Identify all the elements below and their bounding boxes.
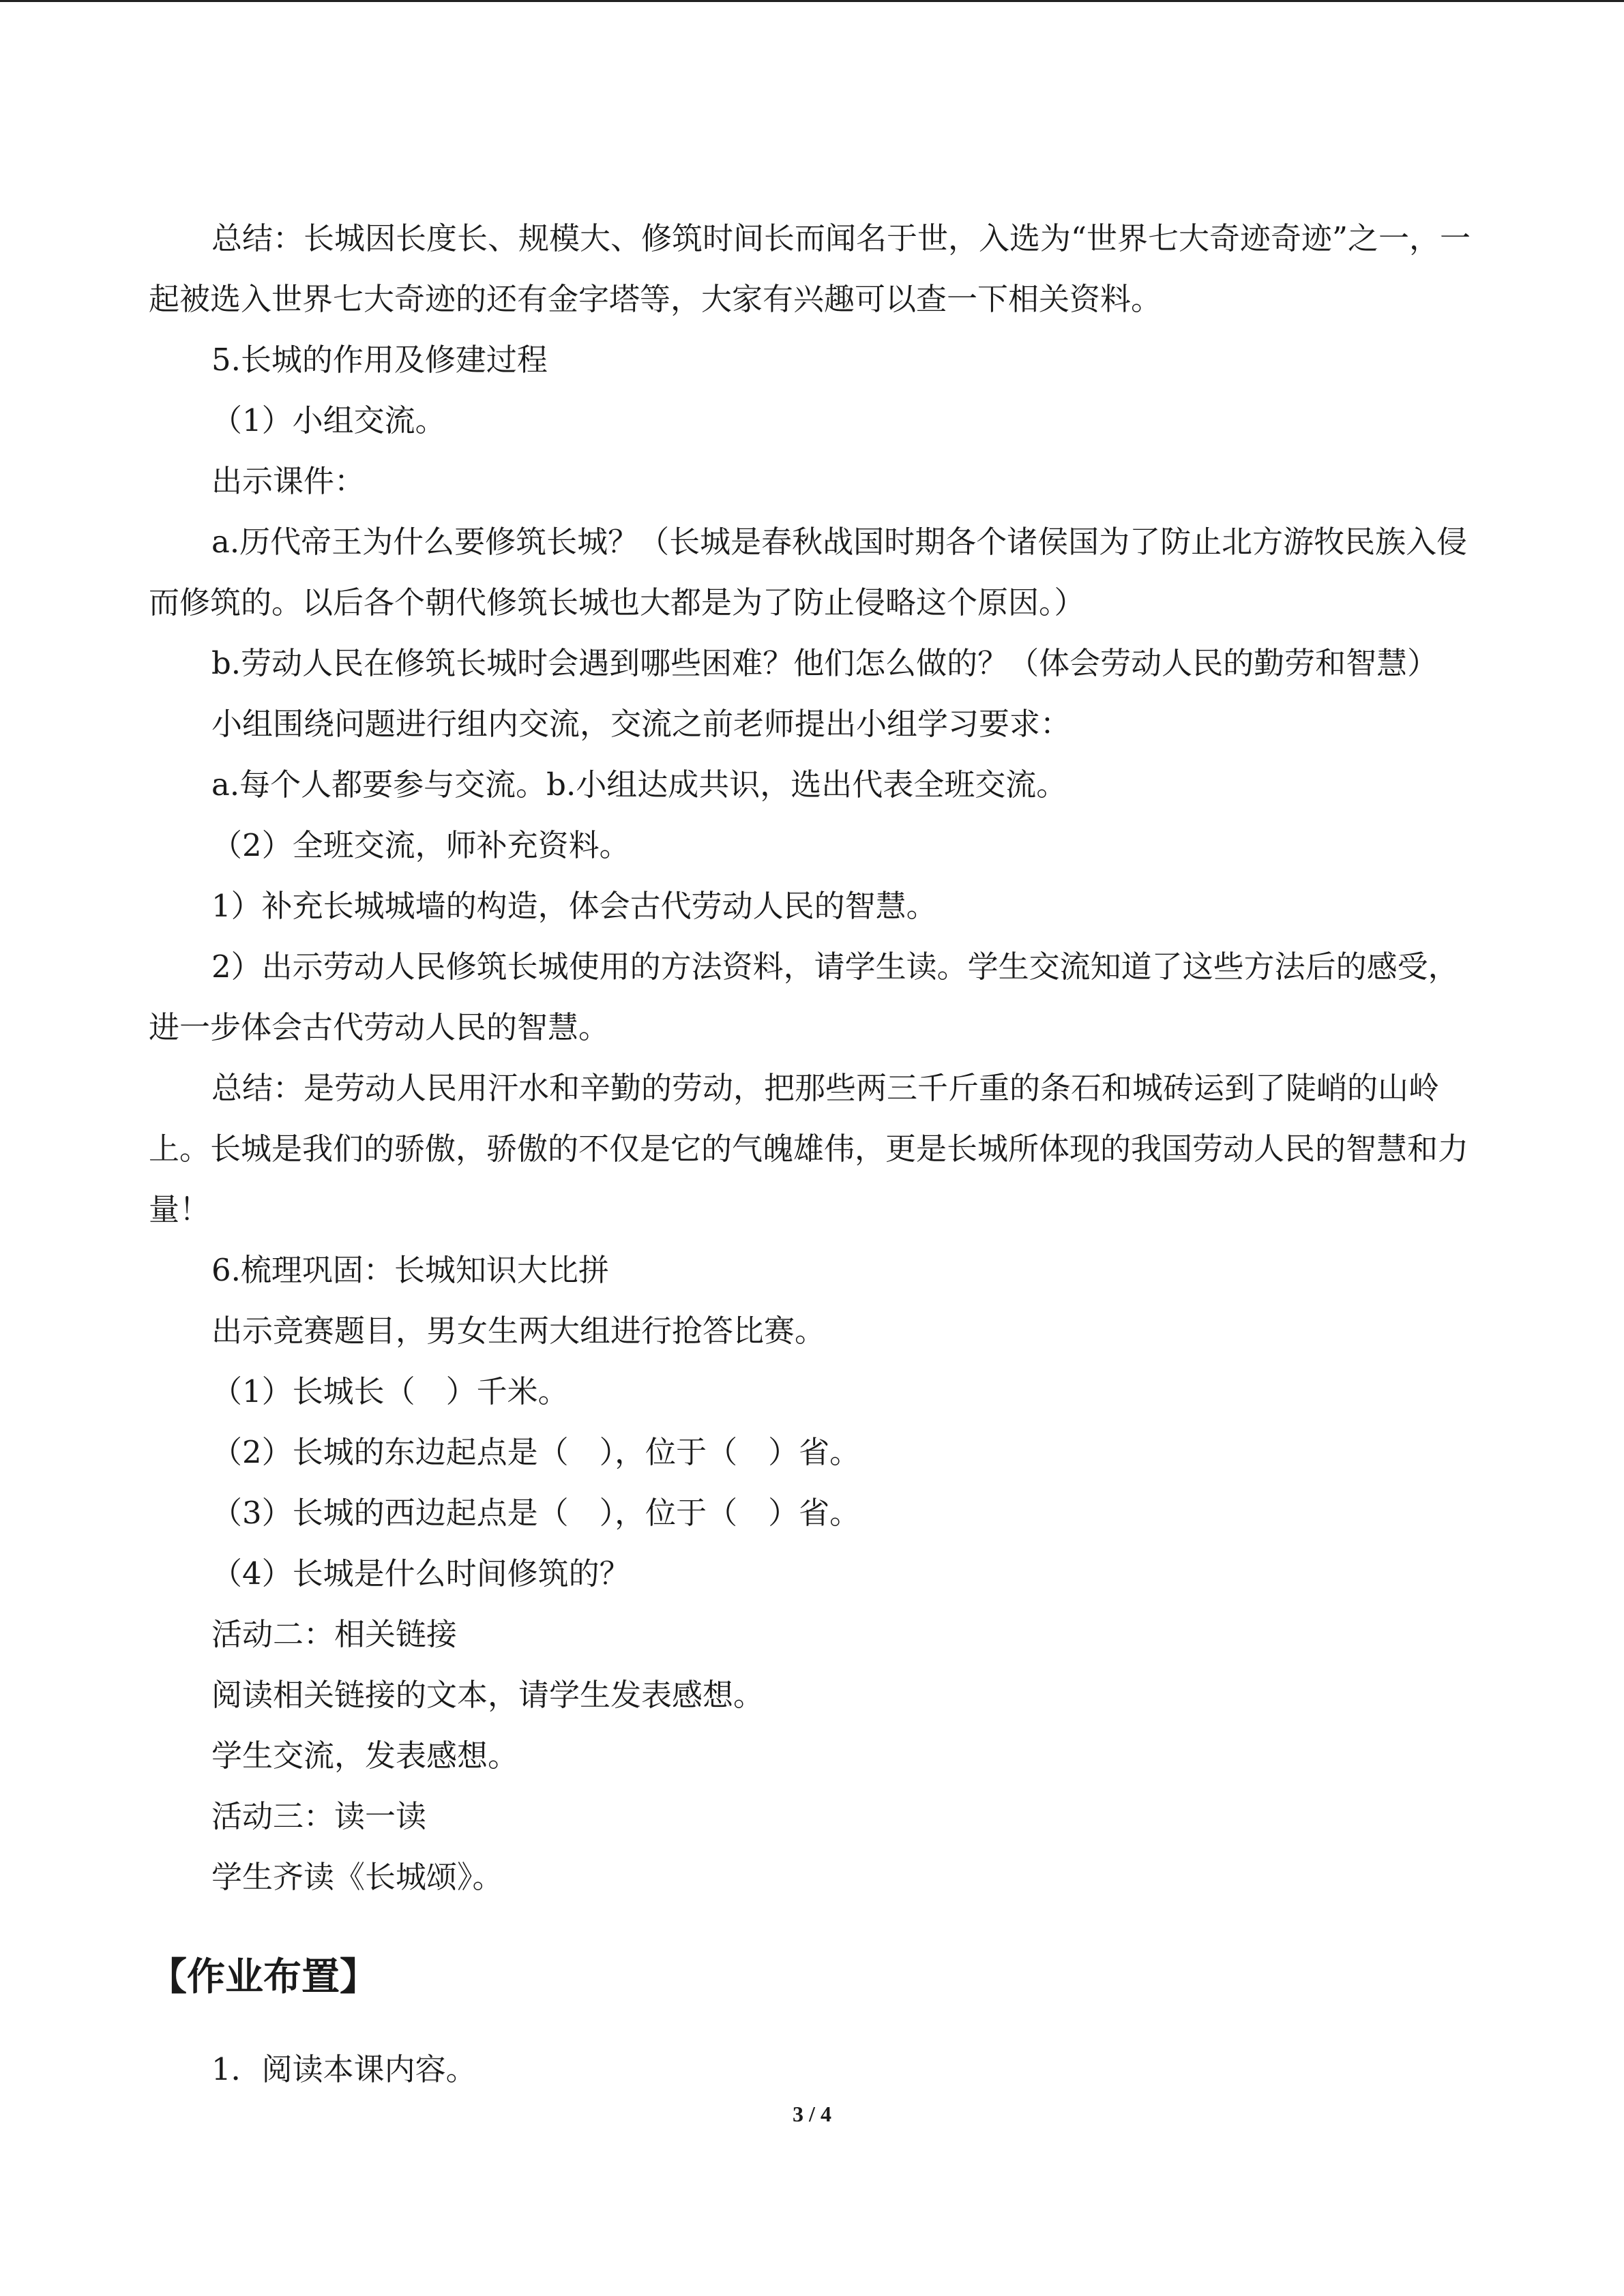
summary-paragraph-2: 总结：是劳动人民用汗水和辛勤的劳动，把那些两三千斤重的条石和城砖运到了陡峭的山岭上。长城是我们的骄傲，骄傲的不仅是它的气魄雄伟，更是长城所体现的我国劳动人民的智慧和力量！ xyxy=(149,1070,1469,1227)
summary-paragraph-1: 总结：长城因长度长、规模大、修筑时间长而闻名于世，入选为“世界七大奇迹奇迹”之一，一起被选入世界七大奇迹的还有金字塔等，大家有兴趣可以查一下相关资料。 xyxy=(149,220,1471,317)
activity-2-sharing: 学生交流，发表感想。 xyxy=(211,1738,519,1774)
group-requirements-intro: 小组围绕问题进行组内交流，交流之前老师提出小组学习要求： xyxy=(211,706,1072,742)
page-number: 3 / 4 xyxy=(793,2102,831,2126)
lesson-body xyxy=(149,208,1472,1907)
quiz-question-1: （1）长城长（ ）千米。 xyxy=(211,1373,569,1410)
homework-item-1: 1．阅读本课内容。 xyxy=(211,2051,477,2087)
quiz-question-4: （4）长城是什么时间修筑的？ xyxy=(211,1555,630,1592)
step-group-discussion: （1）小组交流。 xyxy=(211,402,446,438)
homework-heading: 【作业布置】 xyxy=(149,1955,378,1999)
group-requirements: a.每个人都要参与交流。b.小组达成共识，选出代表全班交流。 xyxy=(211,766,1067,803)
quiz-question-3: （3）长城的西边起点是（ ），位于（ ）省。 xyxy=(211,1495,861,1531)
activity-3-title: 活动三：读一读 xyxy=(211,1798,427,1834)
quiz-intro: 出示竞赛题目，男女生两大组进行抢答比赛。 xyxy=(211,1313,826,1349)
supplement-building-methods: 2）出示劳动人民修筑长城使用的方法资料，请学生读。学生交流知道了这些方法后的感受，进一步体会古代劳动人民的智慧。 xyxy=(149,949,1459,1045)
step-class-discussion: （2）全班交流，师补充资料。 xyxy=(211,827,630,863)
section-5-title: 5.长城的作用及修建过程 xyxy=(211,342,548,378)
top-border-line xyxy=(0,0,1624,2)
section-6-title: 6.梳理巩固：长城知识大比拼 xyxy=(211,1252,609,1288)
question-b: b.劳动人民在修筑长城时会遇到哪些困难？他们怎么做的？（体会劳动人民的勤劳和智慧） xyxy=(211,645,1438,681)
activity-3-reading: 学生齐读《长城颂》。 xyxy=(211,1859,503,1895)
show-courseware-label: 出示课件： xyxy=(211,463,366,499)
supplement-wall-structure: 1）补充长城城墙的构造，体会古代劳动人民的智慧。 xyxy=(211,888,937,924)
activity-2-reading: 阅读相关链接的文本，请学生发表感想。 xyxy=(211,1677,765,1713)
question-a: a.历代帝王为什么要修筑长城？（长城是春秋战国时期各个诸侯国为了防止北方游牧民族入侵而修筑的。以后各个朝代修筑长城也大都是为了防止侵略这个原因。） xyxy=(149,524,1468,621)
quiz-question-2: （2）长城的东边起点是（ ），位于（ ）省。 xyxy=(211,1434,861,1470)
activity-2-title: 活动二：相关链接 xyxy=(211,1616,458,1652)
